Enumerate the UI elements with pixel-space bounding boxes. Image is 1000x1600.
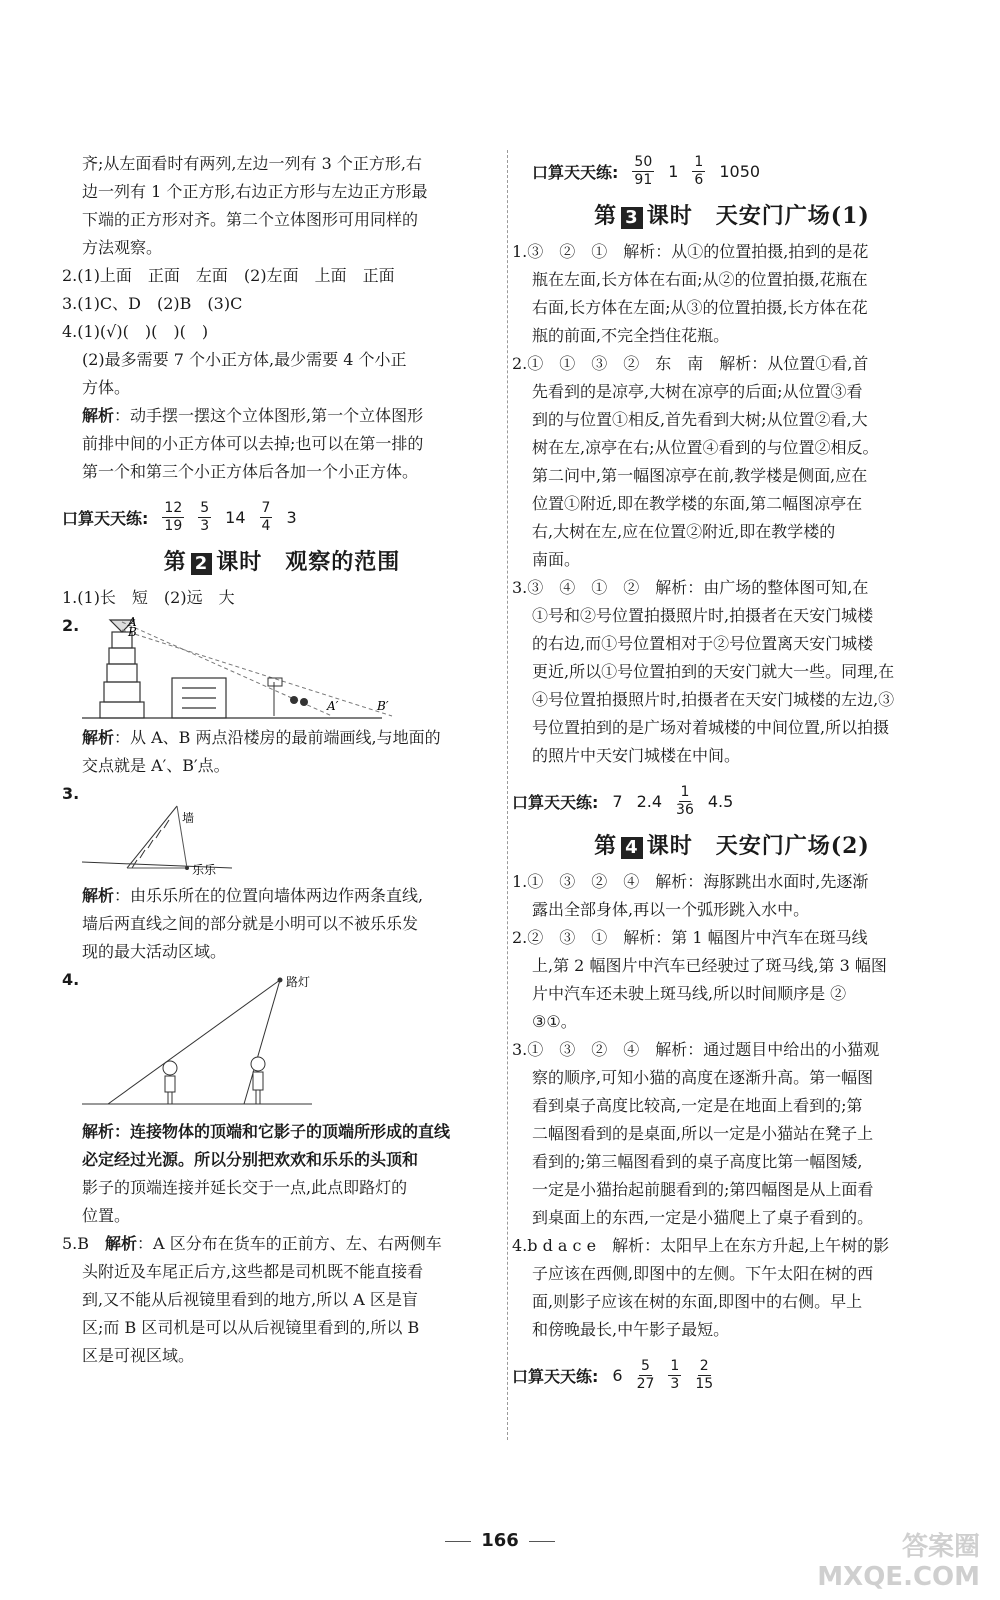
fraction: $\frac{50}{91}$ (634, 154, 653, 188)
fraction: $\frac{1}{36}$ (676, 784, 694, 818)
answer-q2: 2.(1)上面 正面 左面 (2)左面 上面 正面 (62, 266, 395, 285)
l2-q2-exp-2: 交点就是 A′、B′点。 (82, 756, 230, 775)
l4-q3-2: 察的顺序,可知小猫的高度在逐渐升高。第一幅图 (532, 1068, 874, 1087)
l2-q5-5: 区是可视区域。 (82, 1346, 195, 1365)
kousuan-row-3: 口算天天练: 6 $\frac{5}{27}$ $\frac{1}{3}$ $\frac{2}{15}$ (512, 1358, 714, 1392)
l4-q3-3: 看到桌子高度比较高,一定是在地面上看到的;第 (532, 1096, 863, 1115)
l3-q3-5: ④号位置拍摄照片时,拍摄者在天安门城楼的左边,③ (532, 690, 895, 709)
street-lamp-figure (82, 976, 342, 1116)
answer-q4c-3: 第一个和第三个小正方体后各加一个小正方体。 (82, 462, 419, 481)
svg-text:A′: A′ (327, 699, 339, 713)
tower-building-figure (82, 612, 412, 722)
l2-q2-exp-1: 解析：从 A、B 两点沿楼房的最前端画线,与地面的 (82, 728, 441, 747)
fraction: $\frac{7}{4}$ (261, 500, 271, 534)
left-column (62, 150, 502, 1370)
kousuan-row-1: 口算天天练: $\frac{12}{19}$ $\frac{5}{3}$ 14 $\frac{7}{4}$ 3 (62, 500, 297, 534)
fraction: $\frac{12}{19}$ (164, 500, 183, 534)
l2-q5-1: 5.B 解析：A 区分布在货车的正前方、左、右两侧车 (62, 1234, 442, 1253)
l4-q3-6: 一定是小猫抬起前腿看到的;第四幅图是从上面看 (532, 1180, 874, 1199)
column-divider (507, 150, 508, 1440)
l2-q4-exp-4: 位置。 (82, 1206, 131, 1225)
wall-figure (82, 798, 282, 880)
lesson-3-title: 第 3 课时 天安门广场(1) (594, 203, 870, 229)
answer-q4a: 4.(1)(√)( )( )( ) (62, 322, 209, 341)
fraction: $\frac{1}{3}$ (670, 1358, 680, 1392)
svg-text:乐乐: 乐乐 (192, 863, 217, 877)
l2-q3-exp-3: 现的最大活动区域。 (82, 942, 227, 961)
l2-q5-3: 到,又不能从后视镜里看到的地方,所以 A 区是盲 (82, 1290, 418, 1309)
l4-q2-3: 片中汽车还未驶上斑马线,所以时间顺序是 ② (532, 984, 847, 1003)
l3-q1-2: 瓶在左面,长方体在右面;从②的位置拍摄,花瓶在 (532, 270, 868, 289)
l3-q2-5: 第二问中,第一幅图凉亭在前,教学楼是侧面,应在 (532, 466, 868, 485)
answer-q3: 3.(1)C、D (2)B (3)C (62, 294, 243, 313)
l2-q4-exp-1: 解析：连接物体的顶端和它影子的顶端所形成的直线 (82, 1122, 451, 1141)
l4-q4-2: 子应该在西侧,即图中的左侧。下午太阳在树的西 (532, 1264, 874, 1283)
footer-rule (445, 1541, 471, 1542)
answer-q4c-2: 前排中间的小正方体可以去掉;也可以在第一排的 (82, 434, 424, 453)
lesson-4-title: 第 4 课时 天安门广场(2) (594, 833, 870, 859)
l4-q3-5: 看到的;第三幅图看到的桌子高度比第一幅图矮, (532, 1152, 863, 1171)
l4-q4-1: 4.b d a c e 解析：太阳早上在东方升起,上午树的影 (512, 1236, 890, 1255)
kousuan-row-0: 口算天天练: $\frac{50}{91}$ 1 $\frac{1}{6}$ 1050 (532, 154, 761, 188)
l2-q5-4: 区;而 B 区司机是可以从后视镜里看到的,所以 B (82, 1318, 420, 1337)
kousuan-row-2: 口算天天练: 7 2.4 $\frac{1}{36}$ 4.5 (512, 784, 734, 818)
l2-q2-number: 2. (62, 616, 80, 635)
l4-q3-1: 3.① ③ ② ④ 解析：通过题目中给出的小猫观 (512, 1040, 880, 1059)
l3-q3-4: 更近,所以①号位置拍到的天安门就大一些。同理,在 (532, 662, 895, 681)
l4-q2-1: 2.② ③ ① 解析：第 1 幅图片中汽车在斑马线 (512, 928, 868, 947)
l2-q3-exp-2: 墙后两直线之间的部分就是小明可以不被乐乐发 (82, 914, 419, 933)
right-column (512, 150, 952, 1403)
watermark-logo: 答案圈 MXQE.COM (817, 1532, 980, 1592)
l4-q3-4: 二幅图看到的是桌面,所以一定是小猫站在凳子上 (532, 1124, 874, 1143)
l3-q2-6: 位置①附近,即在教学楼的东面,第二幅图凉亭在 (532, 494, 863, 513)
svg-text:B: B (128, 625, 137, 639)
l2-q4-number: 4. (62, 970, 80, 989)
answer-q4b-2: 方体。 (82, 378, 131, 397)
svg-text:墙: 墙 (182, 811, 195, 825)
l3-q3-7: 的照片中天安门城楼在中间。 (532, 746, 741, 765)
l3-q1-1: 1.③ ② ① 解析：从①的位置拍摄,拍到的是花 (512, 242, 869, 261)
l3-q2-1: 2.① ① ③ ② 东 南 解析：从位置①看,首 (512, 354, 869, 373)
l3-q3-2: ①号和②号位置拍摄照片时,拍摄者在天安门城楼 (532, 606, 874, 625)
lesson-2-title: 第 2 课时 观察的范围 (163, 549, 401, 575)
l4-q2-2: 上,第 2 幅图片中汽车已经驶过了斑马线,第 3 幅图 (532, 956, 887, 975)
svg-text:路灯: 路灯 (286, 976, 311, 989)
l3-q2-8: 南面。 (532, 550, 581, 569)
answer-q4c-1: 解析：动手摆一摆这个立体图形,第一个立体图形 (82, 406, 424, 425)
l3-q2-2: 先看到的是凉亭,大树在凉亭的后面;从位置③看 (532, 382, 863, 401)
l2-q3-exp-1: 解析：由乐乐所在的位置向墙体两边作两条直线, (82, 886, 424, 905)
svg-text:A: A (128, 615, 137, 629)
l2-q5-2: 头附近及车尾正后方,这些都是司机既不能直接看 (82, 1262, 424, 1281)
l3-q3-3: 的右边,而①号位置相对于②号位置离天安门城楼 (532, 634, 874, 653)
footer-rule (529, 1541, 555, 1542)
l2-q4-exp-3: 影子的顶端连接并延长交于一点,此点即路灯的 (82, 1178, 408, 1197)
l3-q3-6: 号位置拍到的是广场对着城楼的中间位置,所以拍摄 (532, 718, 890, 737)
l3-q1-4: 瓶的前面,不完全挡住花瓶。 (532, 326, 730, 345)
l4-q4-3: 面,则影子应该在树的东面,即图中的右侧。早上 (532, 1292, 863, 1311)
l3-q1-3: 右面,长方体在左面;从③的位置拍摄,长方体在花 (532, 298, 868, 317)
l3-q2-4: 树在左,凉亭在右;从位置④看到的与位置②相反。 (532, 438, 879, 457)
fraction: $\frac{1}{6}$ (694, 154, 704, 188)
intro-paragraph: 齐;从左面看时有两列,左边一列有 3 个正方形,右 边一列有 1 个正方形,右边正方形与左边正方形最 下端的正方形对齐。第二个立体图形可用同样的 方法观察。 (82, 154, 428, 257)
l2-q3-number: 3. (62, 784, 80, 803)
l3-q3-1: 3.③ ④ ① ② 解析：由广场的整体图可知,在 (512, 578, 869, 597)
l4-q2-4: ③①。 (532, 1012, 577, 1031)
l4-q1-2: 露出全部身体,再以一个弧形跳入水中。 (532, 900, 810, 919)
l2-answer-q1: 1.(1)长 短 (2)远 大 (62, 588, 235, 607)
fraction: $\frac{5}{27}$ (636, 1358, 655, 1392)
svg-text:B′: B′ (377, 699, 389, 713)
fraction: $\frac{5}{3}$ (200, 500, 210, 534)
l3-q2-7: 右,大树在左,应在位置②附近,即在教学楼的 (532, 522, 836, 541)
fraction: $\frac{2}{15}$ (695, 1358, 714, 1392)
l4-q4-4: 和傍晚最长,中午影子最短。 (532, 1320, 730, 1339)
answer-q4b-1: (2)最多需要 7 个小正方体,最少需要 4 个小正 (82, 350, 407, 369)
l2-q4-exp-2: 必定经过光源。所以分别把欢欢和乐乐的头顶和 (82, 1150, 419, 1169)
page-number: 166 (481, 1530, 519, 1551)
l4-q3-7: 到桌面上的东西,一定是小猫爬上了桌子看到的。 (532, 1208, 874, 1227)
l4-q1-1: 1.① ③ ② ④ 解析：海豚跳出水面时,先逐渐 (512, 872, 869, 891)
l3-q2-3: 到的与位置①相反,首先看到大树;从位置②看,大 (532, 410, 868, 429)
